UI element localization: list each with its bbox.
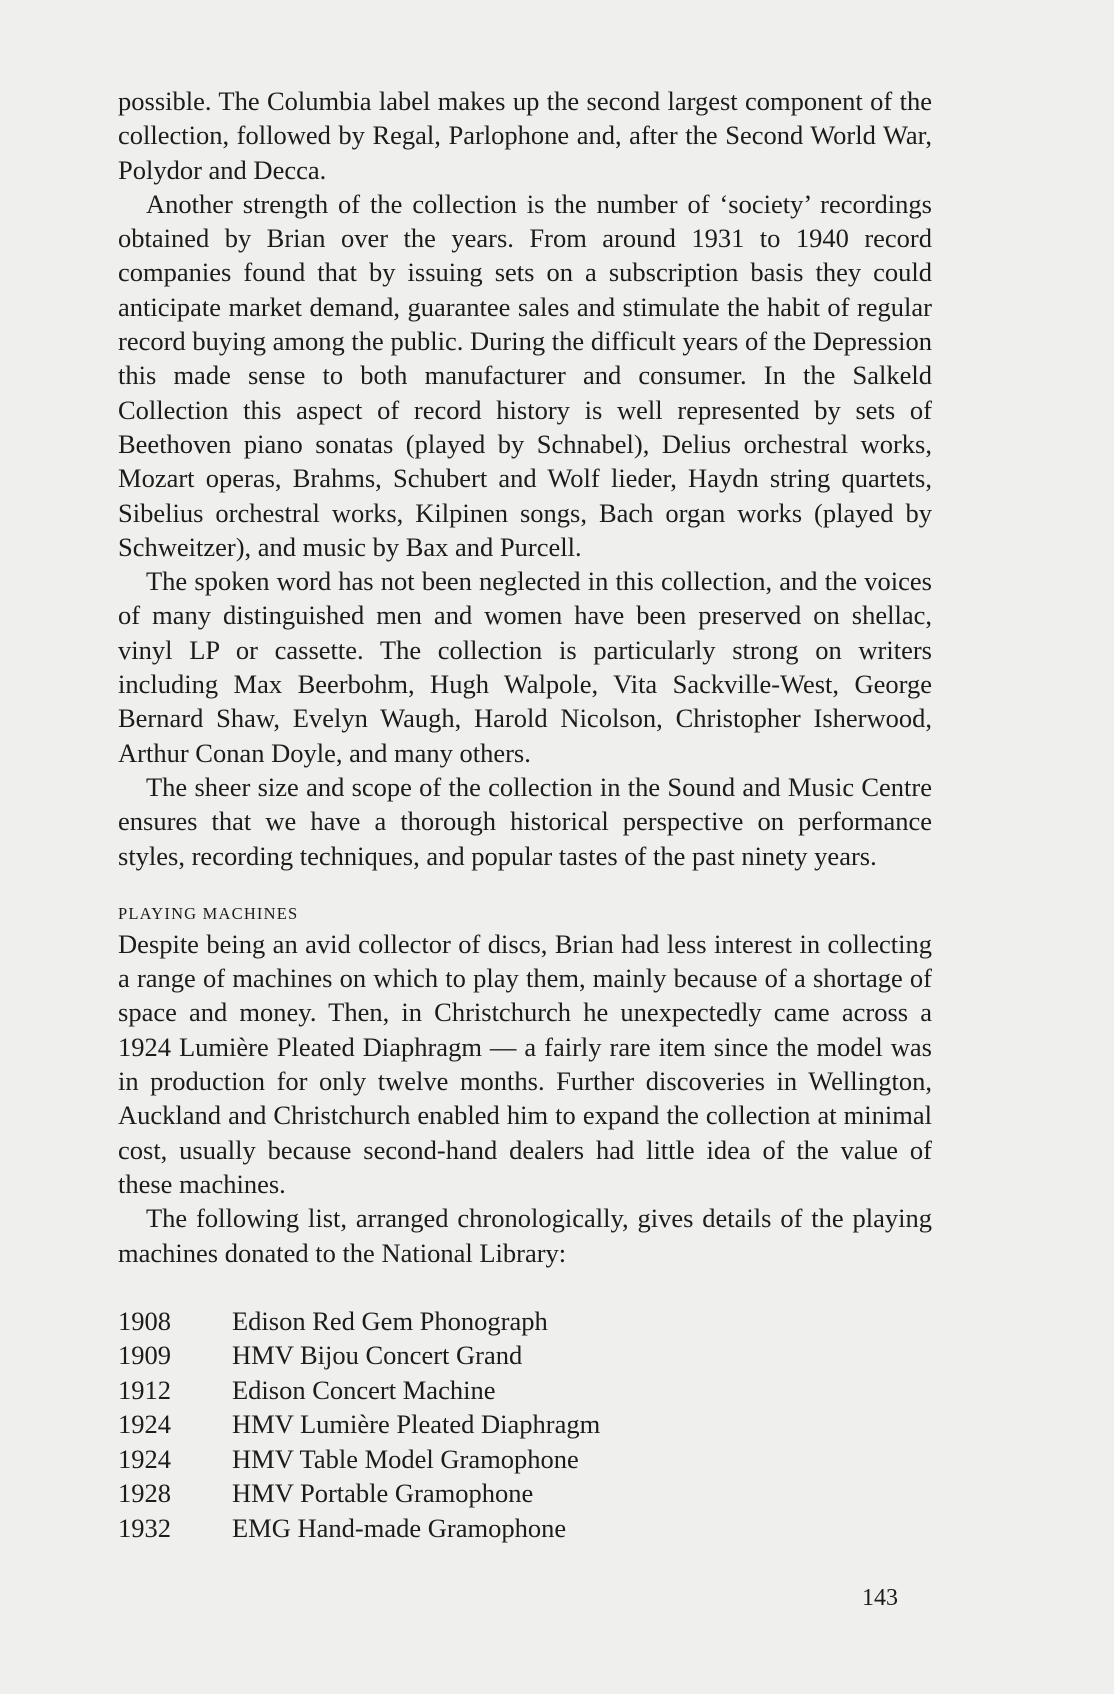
- machine-year: 1912: [118, 1374, 171, 1405]
- list-item: [118, 1476, 932, 1511]
- paragraph: possible. The Columbia label makes up the second largest component of the collection, followed by Regal, Parlophone and, after the Second World War, Polydor and Decca.: [118, 86, 932, 185]
- paragraph: Despite being an avid collector of discs, Brian had less interest in collecting a range of machines on which to play them, mainly because of a shortage of space and money. Then, in Christchurch he unexpectedly came across a 1924 Lumière Pleated Diaphragm — a fairly rare item since the model was in production for only twelve months. Further discoveries in Wellington, Auckland and Christchurch enabled him to expand the collection at minimal cost, usually because second-hand dealers had little idea of the value of these machines.: [118, 928, 932, 1199]
- list-item: [118, 1373, 932, 1408]
- machine-name: HMV Lumière Pleated Diaphragm: [232, 1409, 601, 1440]
- machine-year: 1924: [118, 1443, 171, 1474]
- machine-year: 1928: [118, 1478, 171, 1509]
- page-number: 143: [862, 1585, 898, 1611]
- top-section: [118, 84, 932, 873]
- list-item: [118, 1511, 932, 1546]
- list-item: [118, 1442, 932, 1477]
- list-item: [118, 1407, 932, 1442]
- paragraph: The following list, arranged chronologically, gives details of the playing machines donated to the National Library:: [118, 1203, 932, 1268]
- machine-year: 1909: [118, 1340, 171, 1371]
- list-item: [118, 1304, 932, 1339]
- machine-name: HMV Bijou Concert Grand: [232, 1340, 523, 1371]
- paragraph: The spoken word has not been neglected in this collection, and the voices of many distinguished men and women have been preserved on shellac, vinyl LP or cassette. The collection is particularly strong on writers including Max Beerbohm, Hugh Walpole, Vita Sackville-West, George Bernard Shaw, Evelyn Waugh, Harold Nicolson, Christopher Isherwood, Arthur Conan Doyle, and many others.: [118, 566, 932, 768]
- section-heading: PLAYING MACHINES: [118, 903, 299, 923]
- machine-name: Edison Red Gem Phonograph: [232, 1305, 548, 1336]
- machine-year: 1908: [118, 1305, 171, 1336]
- machine-name: HMV Portable Gramophone: [232, 1478, 534, 1509]
- machines-list: [118, 1304, 932, 1546]
- machines-section: [118, 927, 932, 1270]
- list-item: [118, 1338, 932, 1373]
- machine-year: 1932: [118, 1512, 171, 1543]
- machine-name: Edison Concert Machine: [232, 1374, 496, 1405]
- page-body: [118, 84, 932, 1545]
- machine-name: EMG Hand-made Gramophone: [232, 1512, 567, 1543]
- machine-year: 1924: [118, 1409, 171, 1440]
- paragraph: The sheer size and scope of the collection in the Sound and Music Centre ensures that we have a thorough historical perspective on performance styles, recording techniques, and popular tastes of the past ninety years.: [118, 771, 932, 871]
- paragraph: Another strength of the collection is the number of ‘society’ recordings obtained by Brian over the years. From around 1931 to 1940 record companies found that by issuing sets on a subscription basis they could anticipate market demand, guarantee sales and stimulate the habit of regular record buying among the public. During the difficult years of the Depression this made sense to both manufacturer and consumer. In the Salkeld Collection this aspect of record history is well represented by sets of Beethoven piano sonatas (played by Schnabel), Delius orchestral works, Mozart operas, Brahms, Schubert and Wolf lieder, Haydn string quartets, Sibelius orchestral works, Kilpinen songs, Bach organ works (played by Schweitzer), and music by Bax and Purcell.: [118, 188, 932, 562]
- machine-name: HMV Table Model Gramophone: [232, 1443, 579, 1474]
